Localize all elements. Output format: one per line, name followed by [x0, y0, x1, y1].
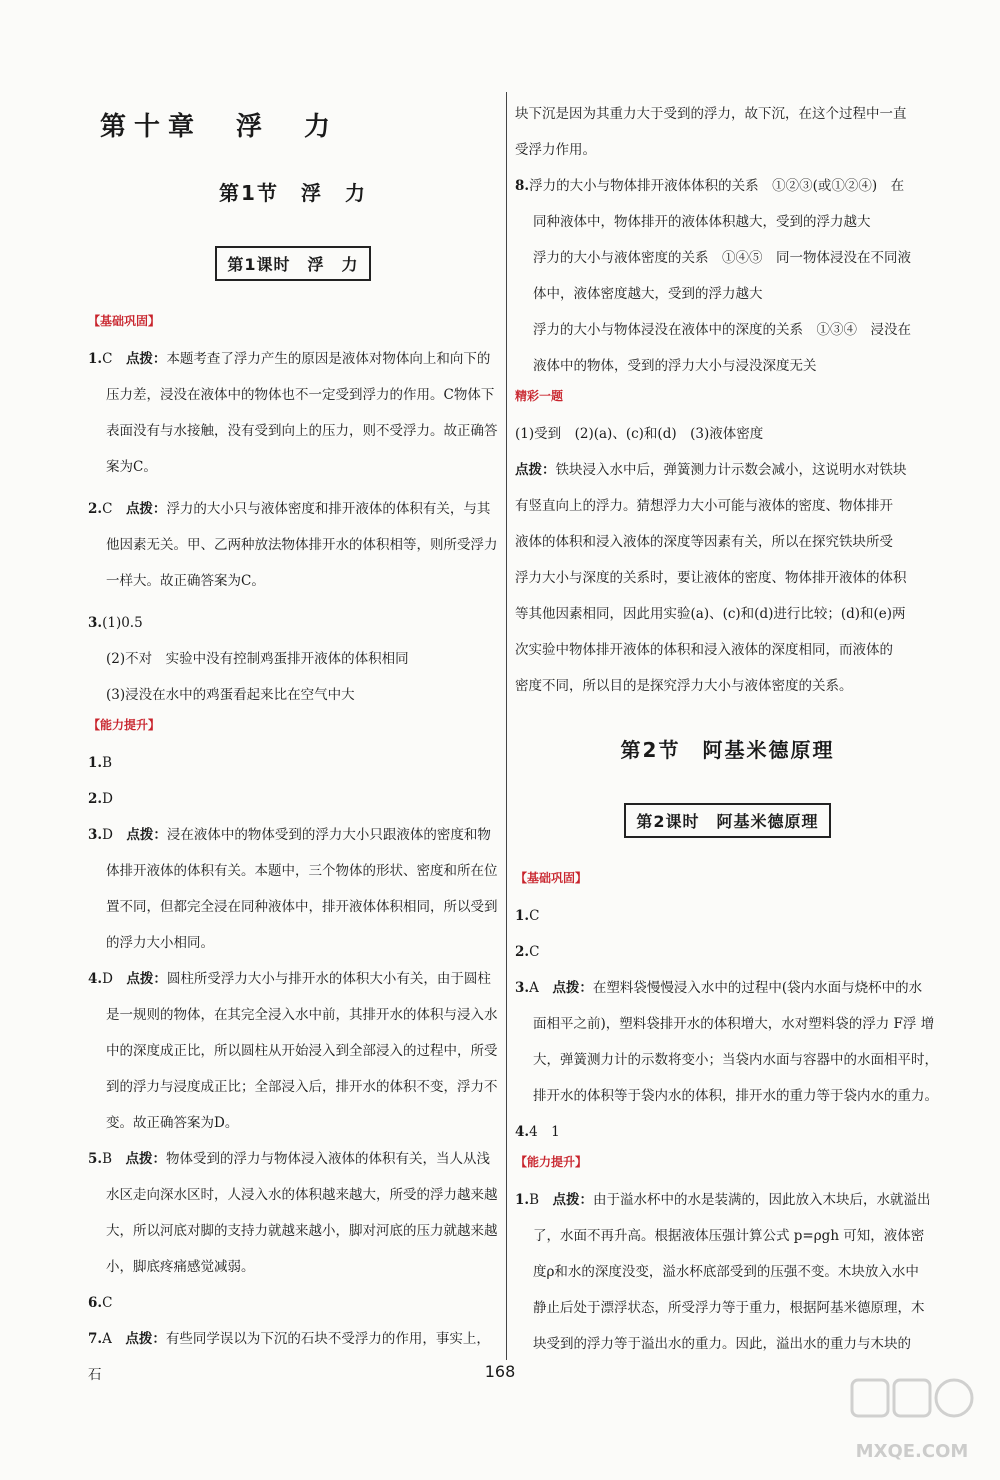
answer-item: 4.4 1 — [515, 1124, 560, 1140]
watermark-text: MXQE.COM — [855, 1441, 969, 1462]
column-divider — [506, 92, 507, 1360]
tag-basic: 【基础巩固】 — [88, 314, 161, 328]
answer-item: 1.C — [515, 908, 540, 924]
answer-item: 8.浮力的大小与物体排开液体体积的关系 ①②③(或①②④) 在 同种液体中，物体排开的液体体积越大，受到的浮力越大 浮力的大小与液体密度的关系 ①④⑤ 同一物体浸没在不同液 体中，液体密度越大，受到的浮力越大 浮力的大小与物体浸没在液体中的深度的关系 ①③④ 浸没在 液体中的物体，受到的浮力大小与浸没深度无关 — [515, 178, 911, 374]
left-column — [88, 88, 498, 1393]
answer-item: 3.A 点拨：在塑料袋慢慢浸入水中的过程中(袋内水面与烧杯中的水 面相平之前)，塑料袋排开水的体积增大，水对塑料袋的浮力 F浮 增 大，弹簧测力计的示数将变小；当袋内水面与容器中的水面相平时， 排开水的体积等于袋内水的体积，排开水的重力等于袋内水的重力。 — [515, 980, 938, 1104]
section-title: 第1节 浮 力 — [219, 181, 367, 205]
special-hint: 点拨：铁块浸入水中后，弹簧测力计示数会减小，这说明水对铁块 有竖直向上的浮力。猜想浮力大小可能与液体的密度、物体排开 液体的体积和浸入液体的深度等因素有关，所以在探究铁块所受 浮力大小与深度的关系时，要让液体的密度、物体排开液体的体积 等其他因素相同，因此用实验(a)、(c)和(d)进行比较；(d)和(e)两 次实验中物体排开液体的体积和浸入液体的深度相同，而液体的 密度不同，所以目的是探究浮力大小与液体密度的关系。 — [515, 462, 907, 694]
watermark-icon — [842, 1372, 982, 1442]
answer-item: 2.C — [515, 944, 540, 960]
chapter-title: 第十章 浮 力 — [100, 112, 339, 142]
watermark-logo — [842, 1372, 982, 1462]
lesson-title: 第1课时 浮 力 — [215, 246, 370, 281]
answer-item: 3.(1)0.5 (2)不对 实验中没有控制鸡蛋排开液体的体积相同 (3)浸没在水中的鸡蛋看起来比在空气中大 — [88, 615, 409, 703]
special-answer: (1)受到 (2)(a)、(c)和(d) (3)液体密度 — [515, 426, 764, 442]
answer-item: 7.A 点拨：有些同学误以为下沉的石块不受浮力的作用，事实上，石 — [88, 1331, 490, 1383]
tag-special: 精彩一题 — [515, 389, 564, 403]
tag-ability: 【能力提升】 — [515, 1155, 588, 1169]
page-number: 168 — [484, 1362, 516, 1381]
answer-item: 6.C — [88, 1295, 113, 1311]
section-title: 第2节 阿基米德原理 — [620, 738, 835, 762]
answer-item: 2.D — [88, 791, 113, 807]
answer-item: 1.B — [88, 755, 113, 771]
answer-item: 2.C 点拨：浮力的大小只与液体密度和排开液体的体积有关，与其 他因素无关。甲、乙两种放法物体排开水的体积相等，则所受浮力 一样大。故正确答案为C。 — [88, 501, 498, 589]
tag-ability: 【能力提升】 — [88, 718, 161, 732]
answer-item: 1.B 点拨：由于溢水杯中的水是装满的，因此放入木块后，水就溢出 了，水面不再升高。根据液体压强计算公式 p=ρgh 可知，液体密 度ρ和水的深度没变，溢水杯底部受到的压强不变。木块放入水中 静止后处于漂浮状态，所受浮力等于重力，根据阿基米德原理，木 块受到的浮力等于溢出水的重力。因此，溢出水的重力与木块的 — [515, 1192, 931, 1352]
answer-item: 4.D 点拨：圆柱所受浮力大小与排开水的体积大小有关，由于圆柱 是一规则的物体，在其完全浸入水中前，其排开水的体积与浸入水 中的深度成正比，所以圆柱从开始浸入到全部浸入的过程中，所受 到的浮力与浸度成正比；全部浸入后，排开水的体积不变，浮力不 变。故正确答案为D。 — [88, 971, 498, 1131]
right-column: 块下沉是因为其重力大于受到的浮力，故下沉，在这个过程中一直 受浮力作用。 8.浮力的大小与物体排开液体体积的关系 ①②③(或①②④) 在 同种液体中，物体排开的液体体积越大，受到的浮力越大 浮力的大小与液体密度的关系 ①④⑤ 同一物体浸没在不同液 体中，液体密度越大，受到的浮力越大 浮力的大小与物体浸没在液体中的深度的关系 ①③④ 浸没在 液体中的物体，受到的浮力大小与浸没深度无关 精彩一题 (1)受到 (2)(a)、(c)和(d) (3)液体密度 点拨：铁块浸入水中后，弹簧测力计示数会减小，这说明水对铁块 有竖直向上的浮力。猜想浮力大小可能与液体的密度、物体排开 液体的体积和浸入液体的深度等因素有关，所以在探究铁块所受 浮力大小与深度的关系时，要让液体的密度、物体排开液体的体积 等其他因素相同，因此用实验(a)、(c)和(d)进行比较；(d)和(e)两 次实验中物体排开液体的体积和浸入液体的深度相同，而液体的 密度不同，所以目的是探究浮力大小与液体密度的关系。 第2节 阿基米德原理 第2课时 阿基米德原理 【基础巩固】 1.C 2.C 3.A 点拨：在塑料袋慢慢浸入水中的过程中(袋内水面与烧杯中的水 面相平之前)，塑料袋排开水的体积增大，水对塑料袋的浮力 F浮 增 大，弹簧测力计的示数将变小；当袋内水面与容器中的水面相平时， 排开水的体积等于袋内水的体积，排开水的重力等于袋内水的重力。 4.4 1 【能力提升】 1.B 点拨：由于溢水杯中的水是装满的，因此放入木块后，水就溢出 了，水面不再升高。根据液体压强计算公式 p=ρgh 可知，液体密 度ρ和水的深度没变，溢水杯底部受到的压强不变。木块放入水中 静止后处于漂浮状态，所受浮力等于重力，根据阿基米德原理，木 块受到的浮力等于溢出水的重力。因此，溢出水的重力与木块的 — [515, 96, 940, 1362]
answer-item: 5.B 点拨：物体受到的浮力与物体浸入液体的体积有关，当人从浅 水区走向深水区时，人浸入水的体积越来越大，所受的浮力越来越 大，所以河底对脚的支持力就越来越小，脚对河底的压力就越来越 小，脚底疼痛感觉减弱。 — [88, 1151, 498, 1275]
lesson-title: 第2课时 阿基米德原理 — [624, 803, 830, 838]
answer-item: 1.C 点拨：本题考查了浮力产生的原因是液体对物体向上和向下的 压力差，浸没在液体中的物体也不一定受到浮力的作用。C物体下 表面没有与水接触，没有受到向上的压力，则不受浮力。故正确答 案为C。 — [88, 351, 498, 475]
tag-basic: 【基础巩固】 — [515, 871, 588, 885]
answer-item: 3.D 点拨：浸在液体中的物体受到的浮力大小只跟液体的密度和物 体排开液体的体积有关。本题中，三个物体的形状、密度和所在位 置不同，但都完全浸在同种液体中，排开液体体积相同，所以受到 的浮力大小相同。 — [88, 827, 498, 951]
